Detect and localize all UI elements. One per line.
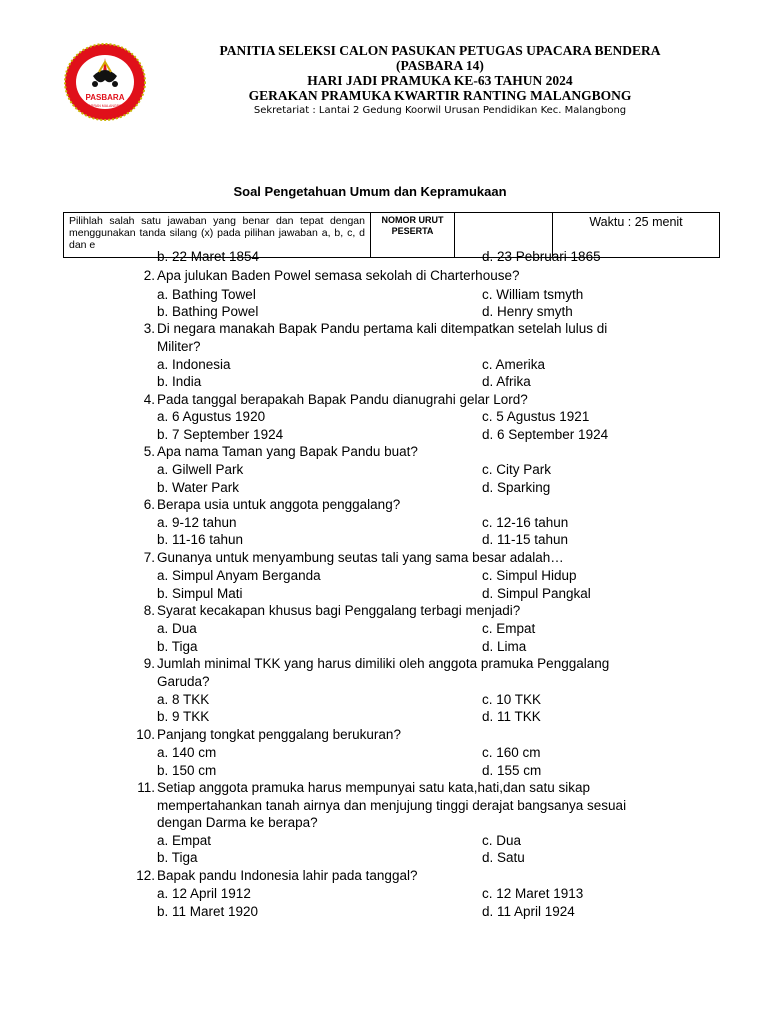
pasbara-logo — [63, 42, 147, 122]
question-number: 12. — [136, 868, 155, 883]
question-number: 3. — [143, 321, 155, 336]
option-a: a. Bathing Towel — [157, 287, 256, 302]
option-b: b. 9 TKK — [157, 709, 210, 724]
option-a: a. 9-12 tahun — [157, 515, 237, 530]
nomor-urut-field[interactable] — [455, 213, 553, 258]
question-number: 10. — [136, 727, 155, 742]
option-a: a. Dua — [157, 621, 197, 636]
option-a: a. 6 Agustus 1920 — [157, 409, 266, 424]
waktu-label: Waktu : 25 menit — [553, 213, 720, 258]
option-b: b. 7 September 1924 — [157, 427, 284, 442]
header-line-3: HARI JADI PRAMUKA KE-63 TAHUN 2024 — [307, 73, 573, 88]
info-table — [63, 212, 720, 258]
option-d: d. 6 September 1924 — [482, 427, 609, 442]
question-number: 9. — [143, 656, 155, 671]
option-d: d. 11 TKK — [482, 709, 541, 724]
option-c: c. 12-16 tahun — [482, 515, 569, 530]
clipped-previous-answers — [135, 249, 635, 265]
question-text: Jumlah minimal TKK yang harus dimiliki oleh anggota pramuka Penggalang Garuda? — [157, 656, 610, 689]
option-b: b. Water Park — [157, 480, 240, 495]
option-c: c. 5 Agustus 1921 — [482, 409, 590, 424]
option-c: c. 12 Maret 1913 — [482, 886, 584, 901]
question-text: Gunanya untuk menyambung seutas tali yang sama besar adalah… — [157, 550, 564, 565]
option-d: d. Lima — [482, 639, 527, 654]
question-number: 5. — [143, 444, 155, 459]
question-text: Bapak pandu Indonesia lahir pada tanggal? — [157, 868, 418, 883]
option-b: b. 11 Maret 1920 — [157, 904, 259, 919]
option-c: c. Empat — [482, 621, 536, 636]
option-d: d. Satu — [482, 850, 525, 865]
option-b: b. Simpul Mati — [157, 586, 243, 601]
option-a: a. 8 TKK — [157, 692, 210, 707]
option-c: c. 160 cm — [482, 745, 541, 760]
header-line-2: (PASBARA 14) — [396, 58, 484, 73]
option-a: a. 12 April 1912 — [157, 886, 251, 901]
option-d: d. Simpul Pangkal — [482, 586, 591, 601]
option-b: b. 11-16 tahun — [157, 532, 244, 547]
question-text: Apa nama Taman yang Bapak Pandu buat? — [157, 444, 418, 459]
option-c: c. Dua — [482, 833, 522, 848]
question-text: Di negara manakah Bapak Pandu pertama kali ditempatkan setelah lulus di Militer? — [157, 321, 608, 354]
question-text: Syarat kecakapan khusus bagi Penggalang terbagi menjadi? — [157, 603, 521, 618]
option-b: b. India — [157, 374, 202, 389]
question-number: 11. — [137, 780, 155, 795]
logo-text: PASBARA — [85, 93, 125, 102]
question-text: Setiap anggota pramuka harus mempunyai satu kata,hati,dan satu sikap mempertahankan tanah airnya dan menjujung tinggi derajat bangsanya sesuai dengan Darma ke berapa? — [157, 780, 627, 831]
option-a: a. Empat — [157, 833, 212, 848]
option-d: d. Henry smyth — [482, 304, 573, 319]
option-a: a. 140 cm — [157, 745, 217, 760]
header-line-1: PANITIA SELEKSI CALON PASUKAN PETUGAS UPACARA BENDERA — [219, 43, 661, 58]
option-d: d. Afrika — [482, 374, 531, 389]
option-c: c. 10 TKK — [482, 692, 542, 707]
option-b: b. Bathing Powel — [157, 304, 259, 319]
option-c: c. William tsmyth — [482, 287, 584, 302]
question-text: Berapa usia untuk anggota penggalang? — [157, 497, 401, 512]
page-title: Soal Pengetahuan Umum dan Kepramukaan — [233, 184, 507, 199]
question-number: 4. — [143, 392, 155, 407]
sekretariat: Sekretariat : Lantai 2 Gedung Koorwil Urusan Pendidikan Kec. Malangbong — [253, 105, 627, 116]
question-text: Pada tanggal berapakah Bapak Pandu dianugrahi gelar Lord? — [157, 392, 528, 407]
option-c: c. City Park — [482, 462, 552, 477]
question-number: 7. — [143, 550, 155, 565]
clipped-left: b. 22 Maret 1854 — [157, 249, 260, 264]
logo-subtext: KWARRAN MALANGBONG — [83, 104, 127, 108]
option-b: b. Tiga — [157, 639, 198, 654]
option-d: d. 155 cm — [482, 763, 542, 778]
option-b: b. Tiga — [157, 850, 198, 865]
question-text: Apa julukan Baden Powel semasa sekolah di Charterhouse? — [157, 268, 520, 283]
question-text: Panjang tongkat penggalang berukuran? — [157, 727, 401, 742]
clipped-right: d. 23 Pebruari 1865 — [482, 249, 601, 264]
option-a: a. Indonesia — [157, 357, 231, 372]
header-line-4: GERAKAN PRAMUKA KWARTIR RANTING MALANGBONG — [248, 88, 632, 103]
question-number: 6. — [143, 497, 155, 512]
option-c: c. Simpul Hidup — [482, 568, 577, 583]
option-a: a. Gilwell Park — [157, 462, 244, 477]
option-d: d. 11-15 tahun — [482, 532, 569, 547]
option-c: c. Amerika — [482, 357, 546, 372]
question-number: 2. — [143, 268, 155, 283]
option-d: d. Sparking — [482, 480, 551, 495]
option-b: b. 150 cm — [157, 763, 217, 778]
nomor-urut-label: NOMOR URUT PESERTA — [371, 213, 455, 258]
question-number: 8. — [143, 603, 155, 618]
option-a: a. Simpul Anyam Berganda — [157, 568, 321, 583]
instruction-cell: Pilihlah salah satu jawaban yang benar dan tepat dengan menggunakan tanda silang (x) pada pilihan jawaban a, b, c, d dan e — [64, 213, 371, 258]
option-d: d. 11 April 1924 — [482, 904, 575, 919]
